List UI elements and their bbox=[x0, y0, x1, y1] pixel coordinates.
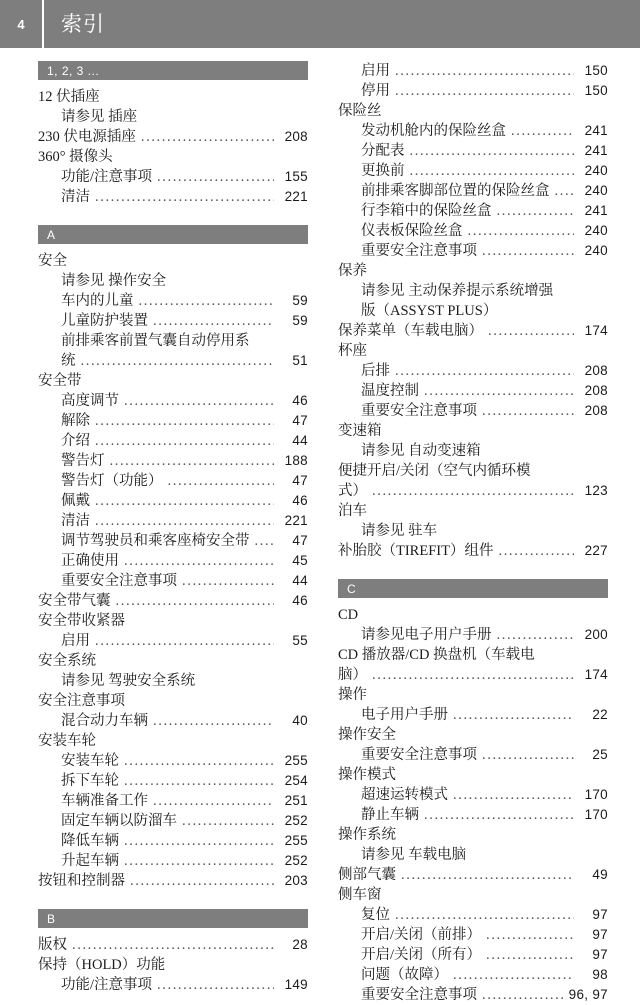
index-entry-page: 170 bbox=[584, 787, 608, 802]
dot-leader bbox=[410, 161, 575, 181]
index-entry-label: 降低车辆 bbox=[61, 833, 119, 849]
index-entry[interactable] bbox=[338, 141, 608, 161]
dot-leader bbox=[95, 491, 274, 511]
index-entry-label: 操作 bbox=[338, 687, 367, 703]
dot-leader bbox=[95, 187, 274, 207]
dot-leader bbox=[116, 591, 275, 611]
dot-leader bbox=[124, 831, 274, 851]
page-header bbox=[0, 0, 640, 48]
index-entry-label: 功能/注意事项 bbox=[61, 977, 153, 993]
index-entry-page: 208 bbox=[584, 403, 608, 418]
index-entry-page: 208 bbox=[584, 383, 608, 398]
index-entry-label: 警告灯 bbox=[61, 453, 105, 469]
index-entry-lastline bbox=[361, 301, 608, 321]
dot-leader bbox=[95, 511, 274, 531]
index-entry-label: 操作系统 bbox=[338, 827, 396, 843]
index-entry-page: 96, 97 bbox=[568, 987, 608, 1002]
index-entry-page: 252 bbox=[284, 853, 308, 868]
index-entry-label: 车辆准备工作 bbox=[61, 793, 148, 809]
dot-leader bbox=[153, 711, 274, 731]
index-entry-label: 侧部气囊 bbox=[338, 867, 396, 883]
index-entry[interactable] bbox=[338, 401, 608, 421]
index-entry-label: 请参见 车载电脑 bbox=[361, 847, 467, 863]
dot-leader bbox=[395, 905, 574, 925]
section-letter-bar bbox=[338, 579, 608, 598]
index-entry-label-cont: 脑） bbox=[338, 667, 367, 683]
index-entry-label: 12 伏插座 bbox=[38, 89, 100, 105]
index-entry-lastline bbox=[61, 351, 308, 371]
index-entry-label: 固定车辆以防溜车 bbox=[61, 813, 177, 829]
index-entry-label: 儿童防护装置 bbox=[61, 313, 148, 329]
index-entry-page: 47 bbox=[292, 533, 308, 548]
dot-leader bbox=[482, 985, 565, 1005]
index-entry[interactable] bbox=[338, 501, 608, 521]
dot-leader bbox=[424, 381, 574, 401]
index-entry-lastline bbox=[338, 481, 608, 501]
index-entry-page: 150 bbox=[584, 63, 608, 78]
dot-leader bbox=[95, 411, 274, 431]
index-entry[interactable] bbox=[338, 885, 608, 905]
section-letter-label: B bbox=[47, 911, 56, 926]
dot-leader bbox=[488, 321, 574, 341]
index-entry-label: 清洁 bbox=[61, 513, 90, 529]
index-entry-page: 97 bbox=[592, 947, 608, 962]
index-entry[interactable] bbox=[338, 441, 608, 461]
index-entry[interactable] bbox=[38, 167, 308, 187]
index-entry[interactable] bbox=[338, 805, 608, 825]
index-entry-label: 请参见 自动变速箱 bbox=[361, 443, 481, 459]
dot-leader bbox=[372, 481, 574, 501]
index-entry-label: 安装车轮 bbox=[61, 753, 119, 769]
index-entry-label: 解除 bbox=[61, 413, 90, 429]
dot-leader bbox=[453, 705, 574, 725]
index-entry-page: 227 bbox=[584, 543, 608, 558]
index-entry[interactable] bbox=[38, 491, 308, 511]
index-entry-label: 复位 bbox=[361, 907, 390, 923]
index-entry-page: 208 bbox=[584, 363, 608, 378]
dot-leader bbox=[182, 571, 274, 591]
index-entry[interactable] bbox=[338, 945, 608, 965]
dot-leader bbox=[124, 551, 274, 571]
index-entry-label: 侧车窗 bbox=[338, 887, 382, 903]
index-entry[interactable] bbox=[338, 541, 608, 561]
index-entry-label: 请参见 驻车 bbox=[361, 523, 438, 539]
section-letter-label: 1, 2, 3 ... bbox=[47, 63, 100, 78]
index-entry[interactable] bbox=[338, 985, 608, 1005]
index-entry[interactable] bbox=[38, 955, 308, 975]
index-entry[interactable] bbox=[38, 631, 308, 651]
dot-leader bbox=[497, 201, 575, 221]
index-entry-label: 请参见 操作安全 bbox=[61, 273, 167, 289]
dot-leader bbox=[124, 851, 274, 871]
dot-leader bbox=[157, 975, 274, 995]
index-entry-page: 174 bbox=[584, 667, 608, 682]
index-entry[interactable] bbox=[338, 361, 608, 381]
index-entry-page: 240 bbox=[584, 243, 608, 258]
index-entry-page: 240 bbox=[584, 163, 608, 178]
index-entry-label: 介绍 bbox=[61, 433, 90, 449]
index-entry[interactable] bbox=[38, 331, 308, 371]
index-entry[interactable] bbox=[38, 851, 308, 871]
dot-leader bbox=[124, 771, 274, 791]
index-entry-label: 后排 bbox=[361, 363, 390, 379]
dot-leader bbox=[153, 311, 274, 331]
index-entry-label: 仪表板保险丝盒 bbox=[361, 223, 463, 239]
index-entry-label: 车内的儿童 bbox=[61, 293, 134, 309]
section-letter-bar bbox=[38, 61, 308, 80]
index-entry[interactable] bbox=[38, 975, 308, 995]
index-entry-page: 251 bbox=[284, 793, 308, 808]
dot-leader bbox=[482, 745, 574, 765]
index-entry[interactable] bbox=[38, 651, 308, 671]
index-entry[interactable] bbox=[38, 751, 308, 771]
index-entry-page: 47 bbox=[292, 413, 308, 428]
index-entry-label: CD 播放器/CD 换盘机（车载电 bbox=[338, 647, 535, 663]
index-entry-label-cont: 版（ASSYST PLUS） bbox=[361, 303, 498, 319]
index-entry[interactable] bbox=[38, 935, 308, 955]
index-entry-page: 170 bbox=[584, 807, 608, 822]
index-entry[interactable] bbox=[38, 531, 308, 551]
dot-leader bbox=[72, 935, 274, 955]
index-entry-page: 255 bbox=[284, 753, 308, 768]
index-entry[interactable] bbox=[338, 965, 608, 985]
index-entry-page: 45 bbox=[292, 553, 308, 568]
index-entry-label: 重要安全注意事项 bbox=[61, 573, 177, 589]
index-entry-label: 保养菜单（车载电脑） bbox=[338, 323, 483, 339]
dot-leader bbox=[372, 665, 574, 685]
index-entry-label: 正确使用 bbox=[61, 553, 119, 569]
index-entry[interactable] bbox=[38, 291, 308, 311]
index-entry-page: 221 bbox=[284, 513, 308, 528]
index-entry-label: 前排乘客前置气囊自动停用系 bbox=[61, 333, 250, 349]
index-entry[interactable] bbox=[338, 381, 608, 401]
dot-leader bbox=[486, 945, 574, 965]
index-entry[interactable] bbox=[38, 791, 308, 811]
index-entry-page: 40 bbox=[292, 713, 308, 728]
index-entry-label: 启用 bbox=[361, 63, 390, 79]
index-entry[interactable] bbox=[38, 831, 308, 851]
index-entry-label: 版权 bbox=[38, 937, 67, 953]
index-entry-label: 重要安全注意事项 bbox=[361, 403, 477, 419]
index-entry-page: 46 bbox=[292, 493, 308, 508]
index-entry[interactable] bbox=[338, 121, 608, 141]
index-entry[interactable] bbox=[338, 925, 608, 945]
index-entry[interactable] bbox=[338, 725, 608, 745]
index-entry-page: 97 bbox=[592, 927, 608, 942]
index-entry[interactable] bbox=[38, 311, 308, 331]
index-entry-label: 操作模式 bbox=[338, 767, 396, 783]
dot-leader bbox=[401, 865, 574, 885]
index-entry-label: 电子用户手册 bbox=[361, 707, 448, 723]
index-entry-label: 前排乘客脚部位置的保险丝盒 bbox=[361, 183, 550, 199]
index-entry-label: 安装车轮 bbox=[38, 733, 96, 749]
index-entry[interactable] bbox=[338, 685, 608, 705]
index-entry[interactable] bbox=[338, 421, 608, 441]
dot-leader bbox=[168, 471, 275, 491]
dot-leader bbox=[110, 451, 275, 471]
index-entry-page: 200 bbox=[584, 627, 608, 642]
index-entry[interactable] bbox=[38, 811, 308, 831]
index-entry-page: 150 bbox=[584, 83, 608, 98]
index-entry-page: 174 bbox=[584, 323, 608, 338]
index-entry-page: 59 bbox=[292, 293, 308, 308]
index-entry[interactable] bbox=[38, 411, 308, 431]
index-entry-lastline bbox=[338, 665, 608, 685]
index-entry-page: 44 bbox=[292, 433, 308, 448]
index-entry-page: 28 bbox=[292, 937, 308, 952]
index-entry[interactable] bbox=[338, 241, 608, 261]
index-entry[interactable] bbox=[38, 591, 308, 611]
index-entry-page: 254 bbox=[284, 773, 308, 788]
index-entry-label: 开启/关闭（所有） bbox=[361, 947, 482, 963]
index-entry-page: 22 bbox=[592, 707, 608, 722]
index-entry[interactable] bbox=[338, 461, 608, 501]
index-entry-label: 保养 bbox=[338, 263, 367, 279]
index-entry-label: 佩戴 bbox=[61, 493, 90, 509]
index-entry[interactable] bbox=[338, 745, 608, 765]
index-entry[interactable] bbox=[338, 825, 608, 845]
index-entry-page: 240 bbox=[584, 183, 608, 198]
index-entry[interactable] bbox=[338, 161, 608, 181]
index-entry[interactable] bbox=[338, 61, 608, 81]
index-entry-label: 安全注意事项 bbox=[38, 693, 125, 709]
index-entry-label: 保持（HOLD）功能 bbox=[38, 957, 166, 973]
index-entry[interactable] bbox=[38, 711, 308, 731]
index-entry[interactable] bbox=[38, 451, 308, 471]
index-entry[interactable] bbox=[38, 127, 308, 147]
section-spacer bbox=[38, 891, 308, 909]
index-entry-label: 重要安全注意事项 bbox=[361, 987, 477, 1003]
index-entry[interactable] bbox=[338, 785, 608, 805]
index-entry-label: 安全带 bbox=[38, 373, 82, 389]
index-entry-label: 温度控制 bbox=[361, 383, 419, 399]
index-entry-label: 分配表 bbox=[361, 143, 405, 159]
section-letter-label: A bbox=[47, 227, 56, 242]
index-entry-label: 请参见 插座 bbox=[61, 109, 138, 125]
index-entry[interactable] bbox=[38, 691, 308, 711]
index-entry-page: 98 bbox=[592, 967, 608, 982]
dot-leader bbox=[497, 625, 575, 645]
index-entry[interactable] bbox=[38, 391, 308, 411]
dot-leader bbox=[124, 391, 274, 411]
index-entry-label: 调节驾驶员和乘客座椅安全带 bbox=[61, 533, 250, 549]
index-entry[interactable] bbox=[38, 771, 308, 791]
index-entry-label: 请参见 驾驶安全系统 bbox=[61, 673, 196, 689]
left-column bbox=[0, 48, 320, 993]
index-entry-label: 安全带收紧器 bbox=[38, 613, 125, 629]
index-entry[interactable] bbox=[338, 221, 608, 241]
dot-leader bbox=[424, 805, 574, 825]
index-entry[interactable] bbox=[38, 187, 308, 207]
index-entry-label: 操作安全 bbox=[338, 727, 396, 743]
index-entry-label: 补胎胶（TIREFIT）组件 bbox=[338, 543, 494, 559]
index-entry-label: 启用 bbox=[61, 633, 90, 649]
index-entry-label: 功能/注意事项 bbox=[61, 169, 153, 185]
index-entry-page: 240 bbox=[584, 223, 608, 238]
index-entry[interactable] bbox=[38, 147, 308, 167]
index-entry-label: 请参见 主动保养提示系统增强 bbox=[361, 283, 554, 299]
index-entry-page: 221 bbox=[284, 189, 308, 204]
index-entry[interactable] bbox=[338, 81, 608, 101]
index-entry-label: 重要安全注意事项 bbox=[361, 243, 477, 259]
index-entry[interactable] bbox=[338, 705, 608, 725]
index-entry-label: 按钮和控制器 bbox=[38, 873, 125, 889]
index-entry[interactable] bbox=[338, 605, 608, 625]
index-entry-label: 清洁 bbox=[61, 189, 90, 205]
index-entry-label: 泊车 bbox=[338, 503, 367, 519]
dot-leader bbox=[511, 121, 574, 141]
index-entry[interactable] bbox=[338, 181, 608, 201]
index-entry-page: 155 bbox=[284, 169, 308, 184]
index-entry[interactable] bbox=[338, 865, 608, 885]
dot-leader bbox=[482, 401, 574, 421]
index-entry-label: 开启/关闭（前排） bbox=[361, 927, 482, 943]
dot-leader bbox=[255, 531, 275, 551]
index-entry[interactable] bbox=[338, 521, 608, 541]
index-entry-page: 47 bbox=[292, 473, 308, 488]
index-entry-label: 请参见电子用户手册 bbox=[361, 627, 492, 643]
index-entry-label-cont: 统 bbox=[61, 353, 76, 369]
dot-leader bbox=[410, 141, 575, 161]
dot-leader bbox=[81, 351, 275, 371]
index-entry[interactable] bbox=[338, 201, 608, 221]
index-entry[interactable] bbox=[338, 341, 608, 361]
index-entry[interactable] bbox=[38, 431, 308, 451]
index-entry-label: CD bbox=[338, 607, 359, 623]
index-entry-page: 203 bbox=[284, 873, 308, 888]
dot-leader bbox=[498, 541, 574, 561]
index-entry-page: 149 bbox=[284, 977, 308, 992]
dot-leader bbox=[124, 751, 274, 771]
index-entry-label-cont: 式） bbox=[338, 483, 367, 499]
index-entry-page: 49 bbox=[592, 867, 608, 882]
index-entry[interactable] bbox=[38, 611, 308, 631]
index-entry[interactable] bbox=[38, 271, 308, 291]
header-page-number: 4 bbox=[17, 16, 25, 32]
dot-leader bbox=[453, 965, 574, 985]
dot-leader bbox=[395, 61, 574, 81]
index-entry-label: 360° 摄像头 bbox=[38, 149, 113, 165]
index-entry-label: 静止车辆 bbox=[361, 807, 419, 823]
section-letter-label: C bbox=[347, 581, 357, 596]
dot-leader bbox=[141, 127, 274, 147]
index-entry[interactable] bbox=[38, 671, 308, 691]
index-entry-page: 208 bbox=[284, 129, 308, 144]
index-entry-label: 问题（故障） bbox=[361, 967, 448, 983]
index-entry-label: 保险丝 bbox=[338, 103, 382, 119]
dot-leader bbox=[139, 291, 275, 311]
dot-leader bbox=[130, 871, 274, 891]
section-spacer bbox=[38, 207, 308, 225]
index-entry[interactable] bbox=[338, 625, 608, 645]
index-entry[interactable] bbox=[338, 905, 608, 925]
index-entry-label: 发动机舱内的保险丝盒 bbox=[361, 123, 506, 139]
section-spacer bbox=[338, 561, 608, 579]
index-entry-label: 重要安全注意事项 bbox=[361, 747, 477, 763]
dot-leader bbox=[157, 167, 274, 187]
index-entry-page: 25 bbox=[592, 747, 608, 762]
index-entry-page: 241 bbox=[584, 123, 608, 138]
index-entry-page: 241 bbox=[584, 143, 608, 158]
index-entry-page: 59 bbox=[292, 313, 308, 328]
index-entry-page: 46 bbox=[292, 393, 308, 408]
dot-leader bbox=[395, 81, 574, 101]
section-letter-bar bbox=[38, 909, 308, 928]
index-entry[interactable] bbox=[38, 871, 308, 891]
index-entry-page: 51 bbox=[292, 353, 308, 368]
index-entry-label: 混合动力车辆 bbox=[61, 713, 148, 729]
dot-leader bbox=[153, 791, 274, 811]
index-entry[interactable] bbox=[38, 107, 308, 127]
index-entry-label: 警告灯（功能） bbox=[61, 473, 163, 489]
index-entry-page: 241 bbox=[584, 203, 608, 218]
index-entry-page: 252 bbox=[284, 813, 308, 828]
index-entry-page: 255 bbox=[284, 833, 308, 848]
index-entry[interactable] bbox=[338, 261, 608, 281]
index-entry-label: 高度调节 bbox=[61, 393, 119, 409]
dot-leader bbox=[555, 181, 575, 201]
index-entry-label: 更换前 bbox=[361, 163, 405, 179]
index-entry-label: 升起车辆 bbox=[61, 853, 119, 869]
index-entry-page: 46 bbox=[292, 593, 308, 608]
index-entry-page: 97 bbox=[592, 907, 608, 922]
index-entry[interactable] bbox=[38, 251, 308, 271]
index-entry-label: 超速运转模式 bbox=[361, 787, 448, 803]
dot-leader bbox=[468, 221, 575, 241]
index-entry-label: 杯座 bbox=[338, 343, 367, 359]
index-entry-page: 123 bbox=[584, 483, 608, 498]
index-entry-page: 188 bbox=[284, 453, 308, 468]
index-entry-label: 便捷开启/关闭（空气内循环模 bbox=[338, 463, 531, 479]
index-entry-label: 安全 bbox=[38, 253, 67, 269]
index-entry[interactable] bbox=[38, 87, 308, 107]
index-entry[interactable] bbox=[338, 845, 608, 865]
index-entry[interactable] bbox=[338, 281, 608, 321]
index-entry[interactable] bbox=[338, 321, 608, 341]
index-entry-label: 行李箱中的保险丝盒 bbox=[361, 203, 492, 219]
index-entry-label: 230 伏电源插座 bbox=[38, 129, 136, 145]
dot-leader bbox=[453, 785, 574, 805]
dot-leader bbox=[486, 925, 574, 945]
index-entry[interactable] bbox=[38, 471, 308, 491]
index-entry[interactable] bbox=[38, 371, 308, 391]
dot-leader bbox=[95, 431, 274, 451]
index-entry[interactable] bbox=[338, 765, 608, 785]
index-entry-label: 拆下车轮 bbox=[61, 773, 119, 789]
dot-leader bbox=[482, 241, 574, 261]
index-entry[interactable] bbox=[338, 101, 608, 121]
right-column bbox=[320, 48, 640, 1003]
index-entry[interactable] bbox=[38, 511, 308, 531]
index-entry[interactable] bbox=[38, 731, 308, 751]
dot-leader bbox=[95, 631, 274, 651]
section-letter-bar bbox=[38, 225, 308, 244]
index-entry[interactable] bbox=[338, 645, 608, 685]
index-entry-label: 安全带气囊 bbox=[38, 593, 111, 609]
index-entry-page: 55 bbox=[292, 633, 308, 648]
page-title: 索引 bbox=[61, 12, 105, 36]
dot-leader bbox=[182, 811, 274, 831]
index-body bbox=[0, 48, 640, 1003]
index-entry-page: 44 bbox=[292, 573, 308, 588]
index-entry-label: 变速箱 bbox=[338, 423, 382, 439]
index-entry[interactable] bbox=[38, 551, 308, 571]
index-entry-label: 停用 bbox=[361, 83, 390, 99]
index-entry[interactable] bbox=[38, 571, 308, 591]
dot-leader bbox=[395, 361, 574, 381]
index-entry-label: 安全系统 bbox=[38, 653, 96, 669]
